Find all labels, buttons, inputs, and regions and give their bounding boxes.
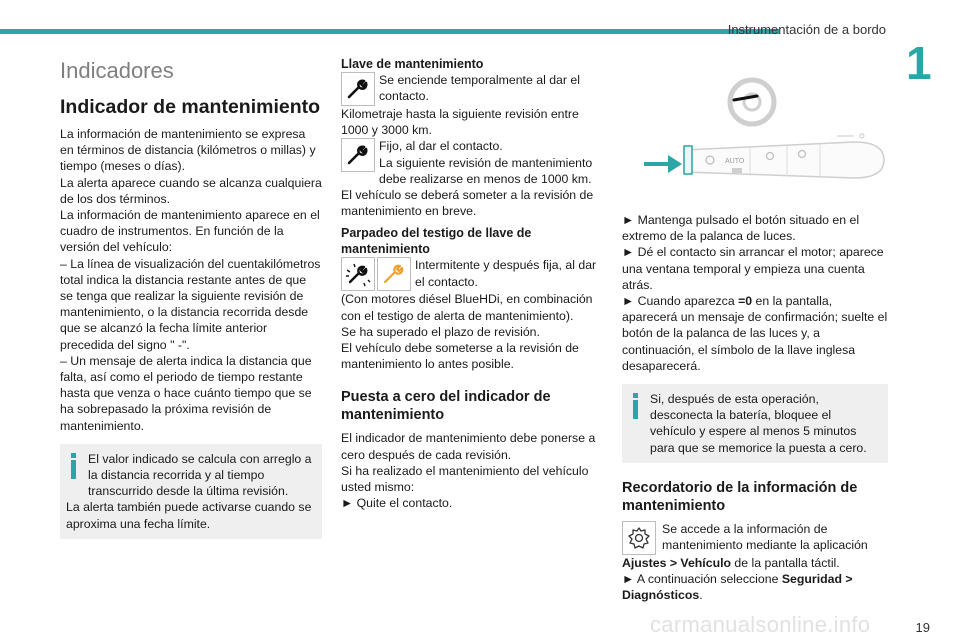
paragraph: ► A continuación seleccione Seguridad > Diagnósticos. [622,572,853,603]
paragraph: – Un mensaje de alerta indica la distancia que falta, así como el periodo de tiempo restante hasta que venza o hace cuánto tiempo que se ha sobrepasado la próxima revisión de mantenimiento. [60,353,312,433]
page-number: 19 [915,620,930,635]
paragraph: Se accede a la información de mantenimiento mediante la aplicación [662,521,868,553]
info-icon [628,393,644,419]
column-2 [341,56,603,511]
lever-label: AUTO [725,158,745,165]
paragraph: (Con motores diésel BlueHDi, en combinación con el testigo de alerta de mantenimiento). [341,292,593,323]
heading-llave: Llave de mantenimiento [341,57,484,71]
heading-puesta-a-cero: Puesta a cero del indicador de mantenimiento [341,389,551,424]
paragraph: La siguiente revisión de mantenimiento debe realizarse en menos de 1000 km. [379,155,593,186]
info-text: El valor indicado se calcula con arreglo a la distancia recorrida y al tiempo transcurrido desde la última revisión. [88,451,312,499]
section-title: Instrumentación de a bordo [727,22,886,37]
icon-row [341,138,603,187]
icon-row [622,521,888,555]
page-title: Indicadores [60,58,174,83]
wrench-icon [341,138,375,172]
wrench-orange-icon [377,257,411,291]
heading-parpadeo: Parpadeo del testigo de llave de mantenimiento [341,226,532,257]
chapter-number: 1 [906,37,932,89]
paragraph: El vehículo debe someterse a la revisión de mantenimiento lo antes posible. [341,341,579,372]
paragraph: Ajustes > Vehículo de la pantalla táctil. [622,555,840,570]
paragraph: – La línea de visualización del cuentakilómetros total indica la distancia restante antes de que se tenga que realizar la siguiente revisión de mantenimiento, o la distancia recorrida desde que se alcanzó la fecha límite anterior precedida del signo " -". [60,256,321,352]
icon-row [341,257,603,291]
paragraph: La alerta aparece cuando se alcanza cualquiera de los dos términos. [60,175,322,206]
paragraph: ► Dé el contacto sin arrancar el motor; aparece una ventana temporal y empieza una cuenta atrás. [622,245,884,292]
lever-illustration [622,64,888,204]
paragraph: El indicador de mantenimiento debe ponerse a cero después de cada revisión. [341,431,596,462]
header-accent-bar [0,29,779,34]
wrench-flashing-icon [341,257,375,291]
heading-recordatorio: Recordatorio de la información de mantenimiento [622,479,858,514]
paragraph: El vehículo se deberá someter a la revisión de mantenimiento en breve. [341,188,594,219]
column-3 [622,56,888,603]
paragraph: ► Mantenga pulsado el botón situado en el extremo de la palanca de luces. [622,213,860,244]
info-text: Si, después de esta operación, desconecta la batería, bloquee el vehículo y espere al menos 5 minutos para que se memorice la puesta a cero. [650,392,867,455]
paragraph: ► Quite el contacto. [341,496,453,511]
paragraph: ► Cuando aparezca =0 en la pantalla, aparecerá un mensaje de confirmación; suelte el botón de la palanca de las luces y, a continuación, el símbolo de la llave inglesa desaparecerá. [622,294,888,373]
info-box [622,384,888,463]
paragraph: Se ha superado el plazo de revisión. [341,324,540,339]
icon-row [341,72,603,106]
paragraph: La información de mantenimiento aparece en el cuadro de instrumentos. En función de la versión del vehículo: [60,208,320,255]
info-icon [66,453,82,479]
paragraph: Kilometraje hasta la siguiente revisión entre 1000 y 3000 km. [341,107,579,138]
column-1 [60,56,322,539]
paragraph: Se enciende temporalmente al dar el contacto. [379,73,580,104]
paragraph: La información de mantenimiento se expresa en términos de distancia (kilómetros o millas) y tiempo (meses o días). [60,127,316,174]
paragraph: Intermitente y después fija, al dar el contacto. [415,258,597,289]
info-box [60,444,322,539]
paragraph: Fijo, al dar el contacto. [379,139,503,154]
info-text: La alerta también puede activarse cuando se aproxima una fecha límite. [66,500,312,531]
watermark: carmanualsonline.info [650,612,871,637]
heading-maintenance-indicator: Indicador de mantenimiento [60,96,321,118]
paragraph: Si ha realizado el mantenimiento del vehículo usted mismo: [341,463,589,495]
wrench-icon [341,72,375,106]
gear-icon [622,521,656,555]
